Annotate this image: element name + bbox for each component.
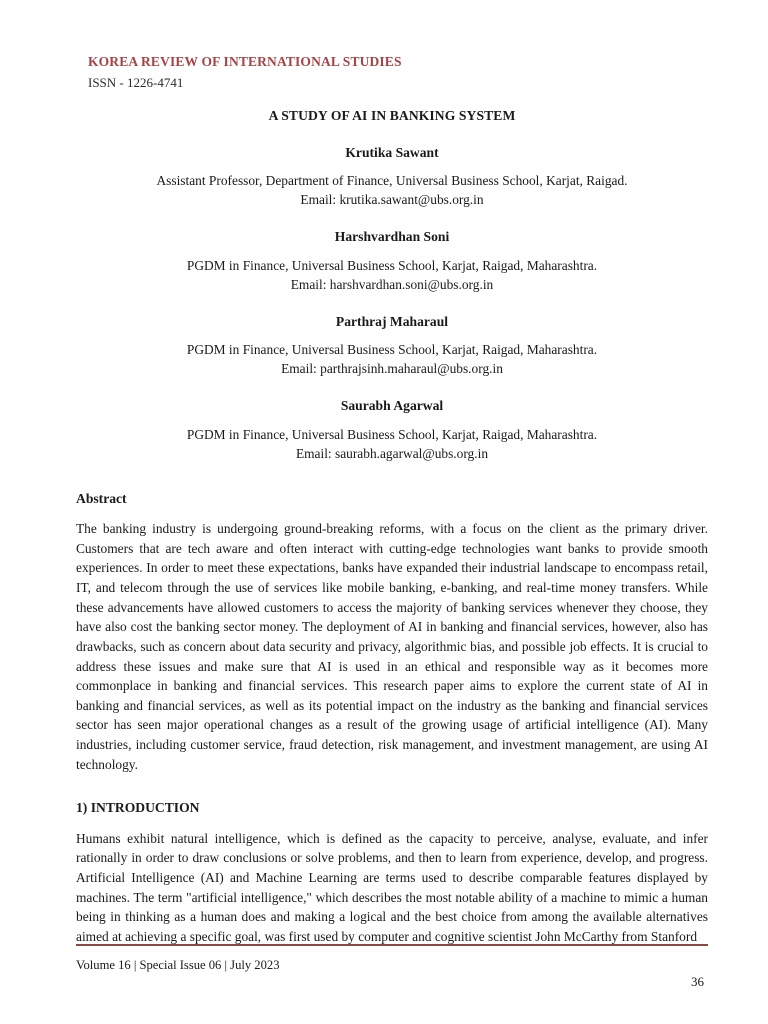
journal-header — [88, 54, 708, 91]
author-affiliation — [76, 256, 708, 294]
author-email: Email: krutika.sawant@ubs.org.in — [300, 192, 484, 208]
author-name: Harshvardhan Soni — [334, 229, 450, 245]
author-block — [76, 396, 708, 462]
page-footer — [76, 944, 708, 997]
footer-row — [76, 957, 708, 997]
issue-info: Volume 16 | Special Issue 06 | July 2023 — [76, 957, 280, 972]
author-name: Parthraj Maharaul — [335, 313, 449, 329]
abstract-heading: Abstract — [76, 490, 127, 506]
author-name: Saurabh Agarwal — [340, 398, 444, 414]
author-email: Email: harshvardhan.soni@ubs.org.in — [290, 276, 494, 292]
journal-name: KOREA REVIEW OF INTERNATIONAL STUDIES — [88, 54, 402, 69]
introduction-section — [76, 798, 708, 946]
page-number: 36 — [691, 973, 704, 989]
author-email: Email: parthrajsinh.maharaul@ubs.org.in — [281, 361, 503, 377]
author-affiliation-line: PGDM in Finance, Universal Business School, Karjat, Raigad, Maharashtra. — [186, 342, 598, 358]
author-affiliation-line: PGDM in Finance, Universal Business School, Karjat, Raigad, Maharashtra. — [186, 257, 598, 273]
page-title: A STUDY OF AI IN BANKING SYSTEM — [268, 108, 516, 123]
abstract-text: The banking industry is undergoing ground-breaking reforms, with a focus on the client as the primary driver. Customers that are tech aware and often interact with cutting-edge technologies want banks to provide smooth experiences. In order to meet these expectations, banks have expanded their industrial landscape to encompass retail, IT, and telecom through the use of services like mobile banking, e-banking, and real-time money transfers. While these advancements have allowed customers to access the majority of banking services whenever they choose, they have also cost the banking sector money. The deployment of AI in banking and financial services, however, also has drawbacks, such as concern about data security and privacy, algorithmic bias, and possible job effects. It is crucial to address these issues and make sure that AI is used in an ethical and responsible way as it becomes more commonplace in banking and financial services. This research paper aims to explore the current state of AI in banking and financial services, as well as its potential impact on the industry as the banking and financial services sector has seen major operational changes as a result of the growing usage of artificial intelligence (AI). Many industries, including customer service, fraud detection, risk management, and investment management, are using AI technology. — [76, 521, 708, 772]
document-content — [76, 106, 708, 947]
journal-issn: ISSN - 1226-4741 — [88, 74, 184, 90]
introduction-text: Humans exhibit natural intelligence, which is defined as the capacity to perceive, analyse, evaluate, and infer rationally in order to draw conclusions or solve problems, and then to learn from experience, develop, and progress. Artificial Intelligence (AI) and Machine Learning are terms used to describe comparable features displayed by machines. The term "artificial intelligence," which describes the most notable ability of a machine to mimic a human being in thinking as a human does and making a logical and the best choice from among the available alternatives aimed at achieving a specific goal, was first used by computer and cognitive scientist John McCarthy from Stanford — [76, 830, 708, 944]
author-email: Email: saurabh.agarwal@ubs.org.in — [295, 445, 489, 461]
author-affiliation — [76, 340, 708, 378]
author-block — [76, 143, 708, 209]
introduction-heading: 1) INTRODUCTION — [76, 800, 200, 816]
author-affiliation-line: PGDM in Finance, Universal Business School, Karjat, Raigad, Maharashtra. — [186, 426, 598, 442]
author-name: Krutika Sawant — [345, 145, 439, 161]
author-affiliation — [76, 425, 708, 463]
author-affiliation — [76, 171, 708, 209]
footer-divider — [76, 944, 708, 946]
author-block — [76, 312, 708, 378]
author-block — [76, 227, 708, 293]
abstract-section — [76, 489, 708, 775]
author-affiliation-line: Assistant Professor, Department of Finance, Universal Business School, Karjat, Raigad. — [156, 173, 628, 189]
